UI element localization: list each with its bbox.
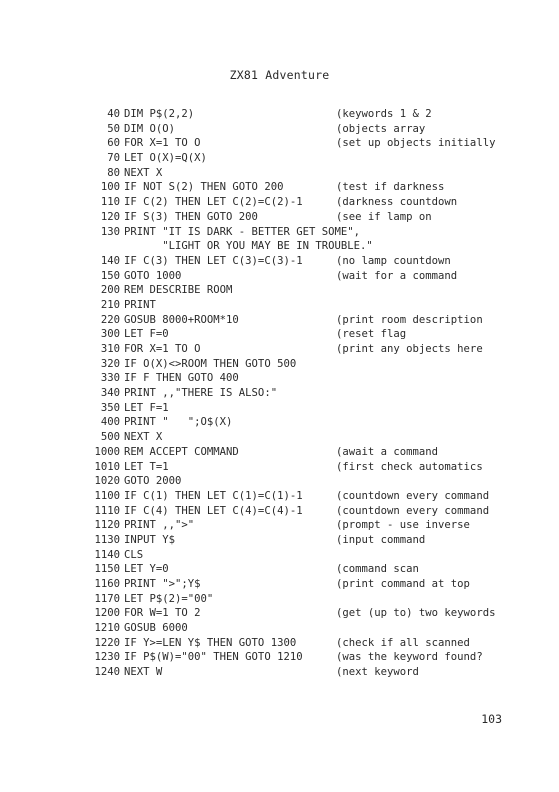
line-comment: (print room description [336,313,483,326]
line-number: 300 [100,328,120,341]
line-number: 1010 [94,460,120,473]
listing-line [84,621,544,636]
listing-line [84,592,544,607]
line-comment: (print any objects here [336,343,483,355]
line-comment: (test if darkness [336,181,445,194]
line-number: 1160 [94,578,120,590]
line-code: FOR X=1 TO O [124,343,201,355]
line-comment: (command scan [336,563,419,576]
listing-line [84,122,544,137]
page-title: ZX81 Adventure [229,68,330,82]
listing-line [84,151,544,166]
line-comment: (next keyword [336,666,419,679]
listing-line [84,430,544,445]
line-number: 1150 [94,563,120,576]
line-code: LET O(X)=Q(X) [124,152,207,165]
line-comment: (await a command [336,445,439,458]
listing-line [84,518,544,533]
line-number: 60 [107,137,120,150]
line-number: 330 [100,372,120,385]
line-number: 310 [100,343,120,355]
line-number: 1140 [94,548,120,561]
line-code: NEXT W [124,666,163,679]
listing-line [84,386,544,401]
line-comment: (countdown every command [336,489,490,502]
line-code: PRINT " ";O$(X) [124,416,233,429]
line-code: PRINT ,,"THERE IS ALSO:" [124,387,278,400]
listing-line [84,327,544,342]
line-code: NEXT X [124,166,163,179]
program-listing [84,107,544,680]
listing-line [84,195,544,210]
listing-line [84,342,544,357]
line-comment: (objects array [336,122,426,135]
line-code: REM DESCRIBE ROOM [124,284,233,297]
line-number: 1000 [94,445,120,458]
line-number: 350 [100,401,120,414]
page-number: 103 [481,712,502,726]
line-code: LET T=1 [124,460,169,473]
line-number: 1110 [94,504,120,517]
line-comment: (see if lamp on [336,210,432,223]
listing-line [84,562,544,577]
line-number: 40 [107,108,120,120]
line-code: GOSUB 6000 [124,622,188,635]
line-number: 1220 [94,636,120,649]
listing-line [84,371,544,386]
listing-line [84,136,544,151]
line-comment: (keywords 1 & 2 [336,108,432,120]
listing-line [84,357,544,372]
line-code: GOTO 1000 [124,269,182,282]
listing-line [84,577,544,592]
line-code: LET Y=0 [124,563,169,576]
line-comment: (print command at top [336,578,470,590]
line-code: INPUT Y$ [124,533,176,546]
line-code: IF C(2) THEN LET C(2)=C(2)-1 [124,196,303,209]
line-code: PRINT [124,298,156,311]
listing-line [84,313,544,328]
listing-line [84,489,544,504]
line-number: 120 [100,210,120,223]
listing-line [84,636,544,651]
listing-line [84,180,544,195]
line-number: 1170 [94,592,120,605]
line-number: 220 [100,313,120,326]
line-code: IF P$(W)="00" THEN GOTO 1210 [124,651,303,664]
listing-line [84,283,544,298]
line-code: DIM P$(2,2) [124,108,195,120]
listing-line [84,533,544,548]
listing-line [84,548,544,563]
line-number: 1240 [94,666,120,679]
line-code: PRINT ,,">" [124,519,195,532]
line-number: 70 [107,152,120,165]
line-code: "LIGHT OR YOU MAY BE IN TROUBLE." [124,240,373,253]
line-number: 500 [100,431,120,444]
line-code: IF NOT S(2) THEN GOTO 200 [124,181,284,194]
line-code: CLS [124,548,144,561]
line-code: IF C(3) THEN LET C(3)=C(3)-1 [124,254,303,267]
listing-line [84,254,544,269]
listing-line [84,225,544,240]
line-comment: (check if all scanned [336,636,470,649]
line-number: 50 [107,122,120,135]
line-number: 130 [100,225,120,238]
listing-line [84,210,544,225]
listing-line [84,445,544,460]
listing-line [84,166,544,181]
line-number: 100 [100,181,120,194]
listing-line [84,107,544,122]
line-comment: (wait for a command [336,269,458,282]
line-number: 1230 [94,651,120,664]
line-code: IF F THEN GOTO 400 [124,372,239,385]
line-code: LET F=1 [124,401,169,414]
line-comment: (first check automatics [336,460,483,473]
line-number: 210 [100,298,120,311]
line-number: 80 [107,166,120,179]
listing-line [84,504,544,519]
line-number: 1100 [94,489,120,502]
line-number: 110 [100,196,120,209]
listing-line [84,665,544,680]
line-number: 1130 [94,533,120,546]
listing-line [84,415,544,430]
line-comment: (get (up to) two keywords [336,607,496,620]
line-code: DIM O(O) [124,122,176,135]
line-number: 400 [100,416,120,429]
line-number: 1200 [94,607,120,620]
listing-line [84,401,544,416]
line-code: GOTO 2000 [124,475,182,488]
line-number: 1120 [94,519,120,532]
listing-line [84,474,544,489]
line-comment: (reset flag [336,328,407,341]
line-number: 1020 [94,475,120,488]
line-number: 320 [100,357,120,370]
line-code: FOR W=1 TO 2 [124,607,201,620]
line-code: PRINT ">";Y$ [124,578,201,590]
line-number: 340 [100,387,120,400]
line-code: IF C(4) THEN LET C(4)=C(4)-1 [124,504,303,517]
line-code: IF Y>=LEN Y$ THEN GOTO 1300 [124,636,297,649]
line-number: 200 [100,284,120,297]
line-code: NEXT X [124,431,163,444]
line-comment: (prompt - use inverse [336,519,470,532]
listing-line [84,269,544,284]
line-comment: (set up objects initially [336,137,496,150]
listing-line [84,606,544,621]
listing-line [84,298,544,313]
line-code: PRINT "IT IS DARK - BETTER GET SOME", [124,225,360,238]
line-comment: (input command [336,533,426,546]
line-number: 140 [100,254,120,267]
line-code: IF O(X)<>ROOM THEN GOTO 500 [124,357,297,370]
line-comment: (countdown every command [336,504,490,517]
listing-line [84,239,544,254]
line-number: 1210 [94,622,120,635]
line-code: LET P$(2)="00" [124,592,214,605]
line-code: REM ACCEPT COMMAND [124,445,239,458]
line-comment: (no lamp countdown [336,254,451,267]
line-code: LET F=0 [124,328,169,341]
line-code: FOR X=1 TO O [124,137,201,150]
listing-line [84,650,544,665]
line-number: 150 [100,269,120,282]
listing-line [84,460,544,475]
line-comment: (darkness countdown [336,196,458,209]
line-code: GOSUB 8000+ROOM*10 [124,313,239,326]
line-code: IF S(3) THEN GOTO 200 [124,210,258,223]
line-code: IF C(1) THEN LET C(1)=C(1)-1 [124,489,303,502]
line-comment: (was the keyword found? [336,651,483,664]
